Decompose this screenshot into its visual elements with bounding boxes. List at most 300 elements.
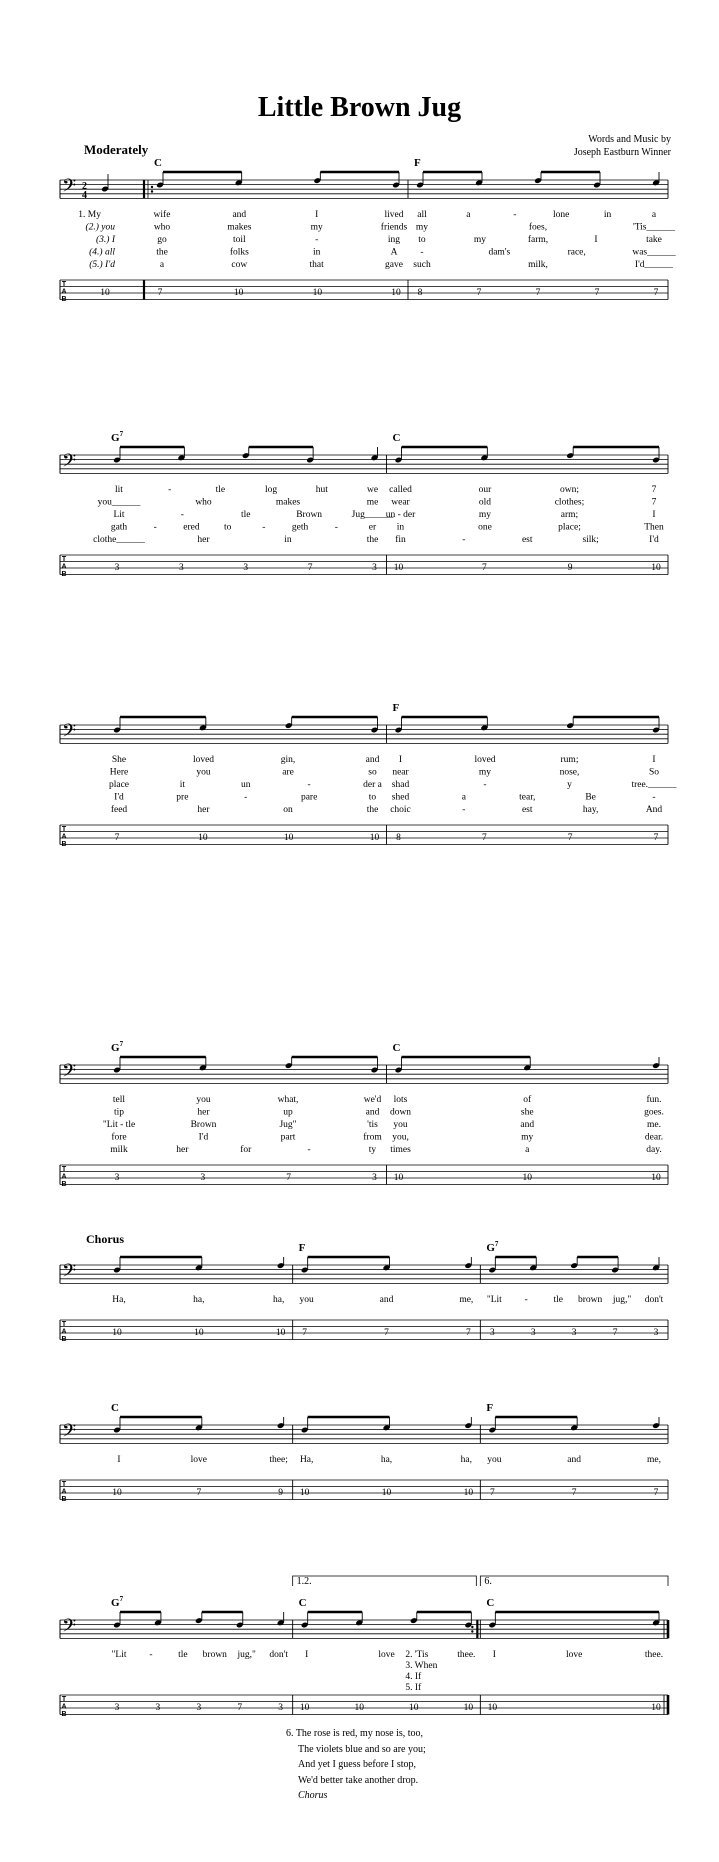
lyric-syllable: thee;	[269, 1455, 288, 1465]
tab-fret-number: 9	[567, 563, 573, 573]
lyric-syllable: I'd	[114, 792, 124, 803]
tab-clef-letter: T	[61, 281, 67, 288]
lyric-syllable: me,	[459, 1295, 474, 1305]
lyric-syllable: log	[265, 485, 278, 495]
tab-fret-number: 3	[278, 1703, 284, 1713]
lyric-syllable: down	[389, 1107, 412, 1118]
lyric-syllable: a	[525, 1145, 530, 1155]
lyric-syllable: fun.	[646, 1095, 662, 1105]
lyric-syllable: a	[651, 210, 657, 220]
tab-fret-number: 10	[391, 288, 401, 298]
lyric-syllable: 'tis	[367, 1120, 378, 1130]
lyric-syllable: Lit	[113, 510, 125, 520]
lyric-syllable: wife	[153, 210, 171, 220]
tab-fret-number: 7	[481, 833, 487, 843]
tab-fret-number: 7	[302, 1328, 308, 1338]
lyric-syllable: I'd	[649, 535, 659, 545]
repeat-dot	[151, 186, 153, 188]
lyric-syllable: "Lit - tle	[102, 1120, 136, 1130]
lyric-syllable: ty	[368, 1145, 377, 1155]
lyric-syllable: me.	[647, 1120, 661, 1130]
tab-fret-number: 7	[307, 563, 313, 573]
lyric-syllable: was______	[632, 247, 676, 258]
lyric-syllable: er	[368, 522, 377, 533]
lyric-syllable: jug,"	[237, 1650, 256, 1660]
lyric-syllable: hut	[315, 485, 328, 495]
tab-fret-number: 3	[530, 1328, 536, 1338]
tab-clef-letter: A	[61, 1488, 67, 1496]
lyric-syllable: I'd______	[634, 260, 674, 270]
tab-fret-number: 10	[112, 1488, 122, 1498]
tab-fret-number: 7	[286, 1173, 292, 1183]
lyric-syllable: dam's	[488, 247, 511, 258]
lyric-syllable: un	[241, 780, 251, 790]
lyric-syllable: ha,	[193, 1295, 205, 1305]
lyric-syllable: nose,	[559, 767, 580, 778]
tab-fret-number: 7	[571, 1488, 577, 1498]
lyric-syllable: Ha,	[112, 1295, 126, 1305]
lyric-syllable: tle	[241, 510, 251, 520]
chorus-label: Chorus	[86, 1232, 125, 1246]
lyric-syllable: pare	[300, 792, 318, 803]
lyric-syllable: my	[478, 767, 492, 778]
lyric-syllable: shed	[391, 792, 410, 803]
lyric-syllable: -	[168, 485, 172, 495]
lyric-syllable: goes.	[644, 1107, 664, 1118]
tab-fret-number: 3	[114, 563, 120, 573]
chord-symbol: $G^7$	[111, 1040, 124, 1054]
lyric-syllable: a	[159, 260, 165, 270]
lyric-syllable: ha,	[460, 1455, 473, 1465]
lyric-syllable: you	[393, 1120, 408, 1130]
tab-clef-letter: T	[61, 1696, 67, 1703]
lyric-syllable: her	[176, 1145, 189, 1155]
lyric-syllable: it	[179, 780, 186, 790]
chord-symbol: F	[392, 702, 400, 714]
tab-fret-number: 7	[476, 288, 482, 298]
tab-fret-number: 3	[114, 1703, 120, 1713]
tab-fret-number: 10	[409, 1703, 419, 1713]
lyric-syllable: I	[398, 755, 403, 765]
chord-symbol: $G^7$	[486, 1240, 499, 1254]
lyric-syllable: me	[366, 497, 379, 508]
lyric-syllable: -	[652, 792, 656, 803]
tab-fret-number: 7	[465, 1328, 471, 1338]
lyric-syllable: place	[108, 780, 130, 790]
lyric-syllable: So	[648, 767, 660, 778]
lyric-syllable: tell	[112, 1095, 126, 1105]
lyric-syllable: y	[567, 780, 572, 790]
lyric-syllable: rum;	[560, 755, 579, 765]
lyric-syllable: -	[180, 510, 184, 520]
lyric-syllable: day.	[646, 1145, 662, 1155]
lyric-syllable: thee.	[644, 1650, 664, 1660]
lyric-syllable: -	[420, 247, 424, 258]
lyric-syllable: -	[307, 780, 311, 790]
lyric-syllable: Then	[644, 522, 664, 533]
lyric-syllable: Here	[109, 767, 129, 778]
lyric-syllable: times	[390, 1145, 411, 1155]
lyric-syllable: in	[312, 247, 321, 258]
tab-fret-number: 7	[653, 833, 659, 843]
tab-fret-number: 3	[653, 1328, 659, 1338]
tab-clef-letter: B	[61, 1496, 67, 1503]
lyric-syllable: -	[513, 210, 517, 220]
lyric-syllable: I	[594, 235, 598, 245]
lyric-syllable: so	[368, 767, 377, 778]
lyric-syllable: -	[153, 522, 157, 533]
lyric-syllable: gath	[110, 522, 128, 533]
tab-fret-number: 10	[112, 1328, 122, 1338]
bass-clef-icon: 𝄢	[62, 1616, 77, 1641]
lyric-syllable: you	[487, 1455, 502, 1465]
tab-fret-number: 10	[354, 1703, 364, 1713]
lyric-syllable: makes	[275, 497, 301, 508]
tab-fret-number: 3	[571, 1328, 577, 1338]
tab-fret-number: 7	[114, 833, 120, 843]
lyric-syllable: I	[117, 1455, 121, 1465]
tab-fret-number: 7	[653, 1488, 659, 1498]
lyric-syllable: fin	[395, 535, 406, 545]
lyric-syllable: shad	[391, 780, 410, 790]
lyric-syllable: est	[521, 805, 533, 815]
tab-fret-number: 7	[157, 288, 163, 298]
tab-clef-letter: A	[61, 288, 67, 296]
lyric-syllable: I	[652, 755, 656, 765]
tab-fret-number: 9	[278, 1488, 284, 1498]
lyric-syllable: geth	[291, 522, 309, 533]
lyric-syllable: a	[466, 210, 471, 220]
lyric-syllable: don't	[269, 1650, 288, 1660]
tab-fret-number: 10	[522, 1173, 532, 1183]
lyric-syllable: makes	[227, 222, 252, 233]
tab-fret-number: 7	[594, 288, 600, 298]
lyric-syllable: tle	[215, 485, 226, 495]
verse-6-block	[286, 1726, 426, 1804]
lyric-syllable: and	[365, 755, 380, 765]
system-7	[60, 1576, 668, 1718]
tab-fret-number: 3	[372, 1173, 377, 1183]
tab-fret-number: 3	[372, 563, 377, 573]
tab-fret-number: 3	[155, 1703, 161, 1713]
tab-fret-number: 10	[283, 833, 294, 843]
lyric-syllable: -	[524, 1295, 528, 1305]
lyric-syllable: -	[244, 792, 248, 803]
tab-fret-number: 8	[396, 833, 401, 843]
tab-clef-letter: B	[61, 841, 67, 848]
repeat-dot	[471, 1626, 473, 1628]
tab-fret-number: 3	[243, 563, 249, 573]
lyric-syllable: to	[368, 792, 377, 803]
lyric-syllable: my	[310, 222, 323, 233]
tab-fret-number: 7	[612, 1328, 618, 1338]
lyric-syllable: her	[197, 1107, 210, 1118]
lyric-syllable: dear.	[644, 1132, 664, 1143]
lyric-syllable: my	[478, 510, 492, 520]
lyric-syllable: jug,"	[612, 1295, 632, 1305]
tab-fret-number: 10	[233, 288, 244, 298]
lyric-syllable: the	[366, 535, 379, 545]
system-1	[60, 172, 668, 303]
lyric-syllable: lots	[393, 1095, 408, 1105]
chord-symbol: F	[486, 1402, 494, 1414]
lyric-syllable: take	[646, 235, 662, 245]
repeat-dot	[471, 1630, 473, 1632]
lyric-syllable: from	[363, 1132, 382, 1143]
lyric-syllable: 'Tis______	[632, 222, 676, 233]
tab-clef-letter: A	[61, 1703, 67, 1711]
lyric-syllable: me,	[647, 1455, 661, 1465]
ending-pickup-lyric: 3. When	[405, 1661, 438, 1671]
lyric-syllable: Brown	[296, 510, 323, 520]
tab-fret-number: 3	[200, 1173, 206, 1183]
lyric-syllable: my	[521, 1132, 534, 1143]
tab-fret-number: 7	[196, 1488, 202, 1498]
lyric-syllable: old	[478, 497, 492, 508]
lyric-syllable: feed	[110, 805, 128, 815]
lyric-syllable: un - der	[385, 510, 416, 520]
tab-fret-number: 10	[487, 1703, 498, 1713]
volta-bracket-2	[480, 1576, 668, 1586]
lyric-syllable: milk	[110, 1145, 128, 1155]
lyric-syllable: Jug"	[279, 1120, 297, 1130]
lyric-pickup: (5.) I'd	[89, 260, 115, 270]
lyric-syllable: ha,	[380, 1455, 393, 1465]
lyric-syllable: And	[645, 805, 663, 815]
lyric-syllable: my	[415, 222, 429, 233]
lyric-syllable: Be	[585, 792, 596, 803]
lyric-syllable: we	[366, 485, 379, 495]
tab-fret-number: 7	[237, 1703, 243, 1713]
lyric-syllable: I	[492, 1650, 496, 1660]
lyric-syllable: gin,	[280, 755, 296, 765]
lyric-syllable: all	[417, 210, 427, 220]
bass-clef-icon: 𝄢	[62, 1421, 77, 1446]
lyric-syllable: tip	[113, 1107, 125, 1118]
lyric-syllable: for	[240, 1145, 252, 1155]
lyric-syllable: I	[305, 1650, 309, 1660]
tab-fret-number: 10	[651, 1703, 661, 1713]
lyric-syllable: go	[157, 235, 167, 245]
lyric-syllable: brown	[577, 1295, 603, 1305]
tab-fret-number: 10	[381, 1488, 392, 1498]
lyric-syllable: such	[413, 260, 431, 270]
lyric-syllable: lit	[115, 485, 123, 495]
lyric-syllable: I	[652, 510, 656, 520]
tab-fret-number: 10	[463, 1703, 474, 1713]
lyric-syllable: -	[307, 1145, 311, 1155]
tab-clef-letter: A	[61, 1328, 67, 1336]
bass-clef-icon: 𝄢	[62, 1261, 77, 1286]
tab-clef-letter: B	[61, 1181, 67, 1188]
lyric-syllable: der a	[363, 780, 382, 790]
lyric-syllable: in	[603, 210, 612, 220]
chord-symbol: C	[392, 1042, 401, 1054]
lyric-syllable: I'd	[198, 1132, 209, 1143]
lyric-syllable: ered	[183, 522, 200, 533]
tab-clef-letter: B	[61, 571, 67, 578]
tab-clef-letter: T	[61, 556, 67, 563]
lyric-syllable: folks	[229, 247, 249, 258]
tab-clef-letter: A	[61, 833, 67, 841]
lyric-syllable: our	[478, 485, 492, 495]
lyric-syllable: we'd	[363, 1095, 382, 1105]
lyric-syllable: A	[390, 247, 398, 258]
lyric-syllable: -	[315, 235, 319, 245]
time-signature-top: 2	[82, 181, 87, 192]
tab-fret-number: 3	[489, 1328, 495, 1338]
lyric-syllable: race,	[567, 247, 586, 258]
lyric-syllable: in	[284, 535, 292, 545]
lyric-syllable: called	[389, 485, 412, 495]
chord-symbol: C	[111, 1402, 119, 1414]
lyric-syllable: ing	[387, 235, 401, 245]
tab-fret-number: 10	[312, 288, 323, 298]
credits-line-1: Words and Music by	[588, 134, 671, 145]
tab-fret-number: 10	[194, 1328, 204, 1338]
tab-clef-letter: T	[61, 1481, 67, 1488]
lyric-syllable: one	[478, 522, 492, 533]
lyric-syllable: clothes;	[554, 497, 585, 508]
lyric-syllable: part	[280, 1132, 296, 1143]
tab-clef-letter: B	[61, 296, 67, 303]
bass-clef-icon: 𝄢	[62, 451, 77, 476]
lyric-syllable: the	[156, 247, 168, 258]
lyric-syllable: Brown	[190, 1120, 217, 1130]
lyric-syllable: near	[392, 767, 409, 778]
lyric-syllable: Ha,	[299, 1455, 314, 1465]
lyric-syllable: tle	[553, 1295, 563, 1305]
tab-fret-number: 7	[489, 1488, 495, 1498]
lyric-syllable: are	[282, 767, 294, 778]
tab-clef-letter: B	[61, 1711, 67, 1718]
volta-label-2: 6.	[484, 1576, 492, 1587]
tab-fret-number: 8	[417, 288, 423, 298]
chord-symbol: $G^7$	[111, 1595, 124, 1609]
lyric-syllable: brown	[202, 1650, 227, 1660]
chord-symbol: $G^7$	[111, 430, 124, 444]
lyric-syllable: ha,	[272, 1295, 285, 1305]
lyric-syllable: own;	[560, 485, 579, 495]
tab-fret-number: 10	[393, 1173, 404, 1183]
lyric-syllable: toil	[232, 235, 246, 245]
tab-clef-letter: B	[61, 1336, 67, 1343]
lyric-syllable: loved	[474, 755, 496, 765]
lyric-syllable: up	[283, 1107, 293, 1118]
lyric-syllable: a	[461, 792, 466, 803]
ending-pickup-lyric: 4. If	[405, 1672, 422, 1682]
lyric-syllable: the	[366, 805, 379, 815]
verse-6-chorus-cue: Chorus	[298, 1790, 328, 1801]
lyric-syllable: to	[223, 522, 232, 533]
system-4	[60, 1057, 668, 1188]
lyric-syllable: tear,	[519, 792, 536, 803]
tab-fret-number: 3	[179, 563, 184, 573]
ending-pickup-lyric: 5. If	[405, 1683, 422, 1693]
tab-clef-letter: A	[61, 563, 67, 571]
tab-fret-number: 3	[114, 1173, 120, 1183]
chord-symbol: F	[414, 157, 421, 169]
lyric-syllable: -	[462, 535, 466, 545]
tab-fret-number: 10	[369, 833, 380, 843]
lyric-syllable: on	[283, 805, 293, 815]
bass-clef-icon: 𝄢	[62, 721, 77, 746]
lyric-syllable: est	[521, 535, 533, 545]
lyric-syllable: don't	[644, 1295, 664, 1305]
lyric-pickup: 1. My	[78, 210, 101, 220]
lyric-syllable: and	[232, 210, 247, 220]
bass-clef-icon: 𝄢	[62, 176, 77, 201]
tab-fret-number: 7	[481, 563, 487, 573]
lyric-syllable: Jug______	[351, 510, 394, 520]
lyric-syllable: and	[520, 1120, 535, 1130]
lyric-syllable: gave	[385, 260, 403, 270]
lyric-syllable: 7	[651, 485, 657, 495]
lyric-syllable: choic	[390, 805, 411, 815]
lyric-syllable: tree.______	[631, 780, 677, 790]
tab-fret-number: 10	[100, 288, 110, 298]
lyric-syllable: farm,	[527, 235, 549, 245]
lyric-syllable: and	[365, 1107, 380, 1118]
lyric-syllable: love	[565, 1650, 583, 1660]
tab-clef-letter: A	[61, 1173, 67, 1181]
lyric-syllable: her	[197, 535, 210, 545]
lyric-syllable: -	[462, 805, 466, 815]
credits-line-2: Joseph Eastburn Winner	[573, 147, 671, 158]
chord-symbol: F	[298, 1242, 306, 1254]
tab-fret-number: 7	[535, 288, 541, 298]
lyric-pickup: (3.) I	[96, 235, 115, 245]
lyric-syllable: pre	[176, 792, 189, 803]
bass-clef-icon: 𝄢	[62, 1061, 77, 1086]
tab-fret-number: 10	[299, 1703, 310, 1713]
lyric-syllable: wear	[391, 497, 410, 508]
tab-clef-letter: T	[61, 1321, 67, 1328]
lyric-syllable: who	[195, 497, 212, 508]
lyric-syllable: and	[567, 1455, 582, 1465]
lyric-syllable: cow	[231, 260, 248, 270]
verse-6-line-4: We'd better take another drop.	[298, 1774, 419, 1786]
volta-label-1: 1.2.	[296, 1576, 312, 1587]
lyric-syllable: thee.	[457, 1650, 476, 1660]
tab-fret-number: 10	[651, 1173, 661, 1183]
lyric-syllable: you______	[97, 497, 141, 508]
lyric-syllable: foes,	[528, 222, 548, 233]
repeat-dot	[151, 190, 153, 192]
time-signature-bottom: 4	[82, 190, 87, 201]
verse-6-line-1: 6. The rose is red, my nose is, too,	[286, 1728, 424, 1739]
lyric-syllable: love	[378, 1650, 395, 1660]
tab-clef-letter: T	[61, 826, 67, 833]
tab-fret-number: 10	[198, 833, 208, 843]
lyric-syllable: to	[418, 235, 426, 245]
lyric-syllable: you,	[392, 1132, 409, 1143]
lyric-syllable: friends	[380, 222, 408, 233]
lyric-syllable: 7	[651, 497, 657, 508]
lyric-syllable: she	[520, 1107, 534, 1118]
ending-pickup-lyric: 2. 'Tis	[405, 1650, 429, 1660]
tab-fret-number: 10	[393, 563, 404, 573]
lyric-syllable: She	[111, 755, 127, 765]
chord-symbol: C	[392, 432, 401, 444]
lyric-syllable: you	[299, 1295, 314, 1305]
tab-clef-letter: T	[61, 1166, 67, 1173]
tab-fret-number: 3	[196, 1703, 202, 1713]
tab-fret-number: 7	[384, 1328, 389, 1338]
lyric-syllable: -	[149, 1650, 153, 1660]
lyric-syllable: you	[196, 1095, 211, 1105]
tab-fret-number: 10	[299, 1488, 310, 1498]
